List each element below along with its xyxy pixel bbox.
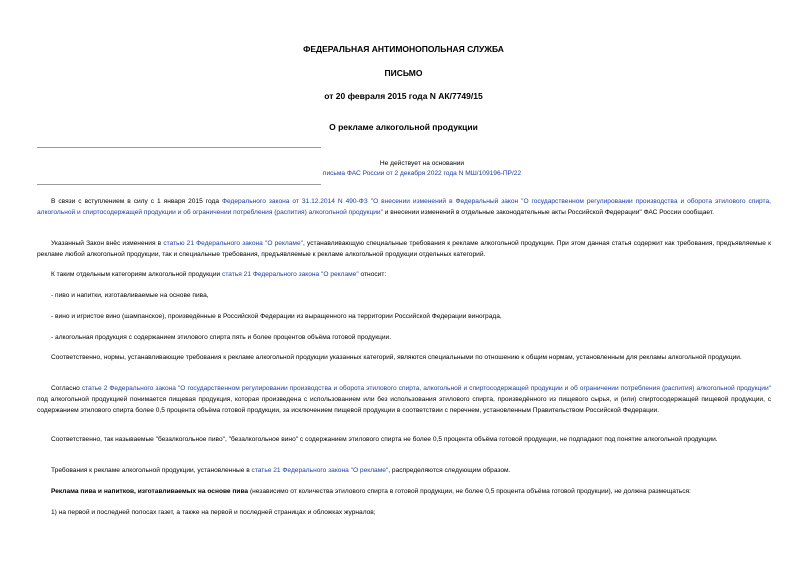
paragraph-3-text-a: К таким отдельным категориям алкогольной продукции	[51, 271, 223, 278]
status-notice: Не действует на основании	[379, 160, 465, 167]
article-21-link-3[interactable]: статье 21 Федерального закона "О рекламе"	[251, 467, 389, 474]
paragraph-5-text-b: под алкогольной продукцией понимается пищевая продукция, которая произведена с использованием или без использования этилового спирта, произведённого из пищевого сырья, и (или) спиртосодержащей пищевой продукции, с содержанием этилового спирта более 0,5 процента объёма готовой продукции, за исключением пищевой продукции в соответствии с перечнем, установленным Правительством Российской Федерации.	[37, 396, 771, 414]
list-item-alcohol-5-percent: - алкогольная продукция с содержанием этилового спирта пять и более процентов объёма готовой продукции.	[51, 334, 392, 341]
document-subject: О рекламе алкогольной продукции	[329, 122, 478, 132]
separator-top	[37, 147, 321, 148]
article-21-link-2[interactable]: статья 21 Федерального закона "О рекламе"	[222, 271, 359, 278]
document-date-number: от 20 февраля 2015 года N АК/7749/15	[324, 91, 483, 101]
article-21-link[interactable]: статью 21 Федерального закона "О рекламе"	[163, 240, 303, 247]
separator-bottom	[37, 184, 321, 185]
article-2-link[interactable]: статье 2 Федерального закона "О государственном регулировании производства и оборота этилового спирта, алкогольной и спиртосодержащей продукции и об ограничении потребления (распития) алкогольной продукции"	[81, 385, 771, 392]
paragraph-1	[37, 196, 771, 218]
paragraph-8-text: (независимо от количества этилового спирта в готовой продукции, не более 0,5 процента объёма готовой продукции), не должна размещаться:	[248, 488, 691, 495]
document-type: ПИСЬМО	[384, 68, 423, 78]
status-notice-link-line	[37, 168, 807, 179]
federal-law-490-link[interactable]: Федерального закона от 31.12.2014 N 490-ФЗ "О внесении изменений в Федеральный закон "О государственном регулировании производства и оборота этилового спирта, алкогольной и спиртосодержащей продукции и об ограничении потребления (распития) алкогольной продукции"	[37, 198, 771, 216]
paragraph-2-text-a: Указанный Закон внёс изменения в	[51, 240, 164, 247]
cancellation-letter-link[interactable]: письма ФАС России от 2 декабря 2022 года N МШ/109196-ПР/22	[322, 170, 522, 177]
paragraph-8	[37, 486, 771, 497]
paragraph-3-text-b: относит:	[358, 271, 387, 278]
paragraph-5	[37, 383, 771, 416]
paragraph-1-text-a: В связи с вступлением в силу с 1 января 2015 года	[51, 198, 222, 205]
paragraph-7-text-b: , распределяются следующим образом.	[388, 467, 511, 474]
paragraph-2-text-b: , устанавливающую специальные требования к рекламе алкогольной продукции. При этом данная статья содержит как требования, предъявляемые к рекламе любой алкогольной продукции, так и специальные требования, предъявляемые к рекламе алкогольной продукции отдельных категорий.	[37, 240, 771, 258]
paragraph-1-text-b: и внесении изменений в отдельные законодательные акты Российской Федерации" ФАС России сообщает.	[382, 209, 714, 216]
paragraph-7-text-a: Требования к рекламе алкогольной продукции, установленные в	[51, 467, 252, 474]
paragraph-2	[37, 238, 771, 260]
paragraph-6: Соответственно, так называемые "безалкогольное пиво", "безалкогольное вино" с содержанием этилового спирта не более 0,5 процента объёма готовой продукции, не подпадают под понятие алкогольной продукции.	[51, 436, 718, 443]
list-item-wine: - вино и игристое вино (шампанское), произведённые в Российской Федерации из выращенного на территории Российской Федерации винограда,	[51, 313, 502, 320]
paragraph-4: Соответственно, нормы, устанавливающие требования к рекламе алкогольной продукции указанных категорий, являются специальными по отношению к общим нормам, установленным для рекламы алкогольной продукции.	[51, 354, 742, 361]
agency-title: ФЕДЕРАЛЬНАЯ АНТИМОНОПОЛЬНАЯ СЛУЖБА	[303, 44, 504, 54]
paragraph-9: 1) на первой и последней полосах газет, а также на первой и последней страницах и обложках журналов;	[51, 509, 376, 516]
paragraph-5-text-a: Согласно	[51, 385, 82, 392]
list-item-beer: - пиво и напитки, изготавливаемые на основе пива,	[51, 292, 209, 299]
paragraph-7	[37, 465, 771, 476]
beer-advertising-heading: Реклама пива и напитков, изготавливаемых на основе пива	[51, 488, 249, 495]
paragraph-3	[37, 269, 771, 280]
